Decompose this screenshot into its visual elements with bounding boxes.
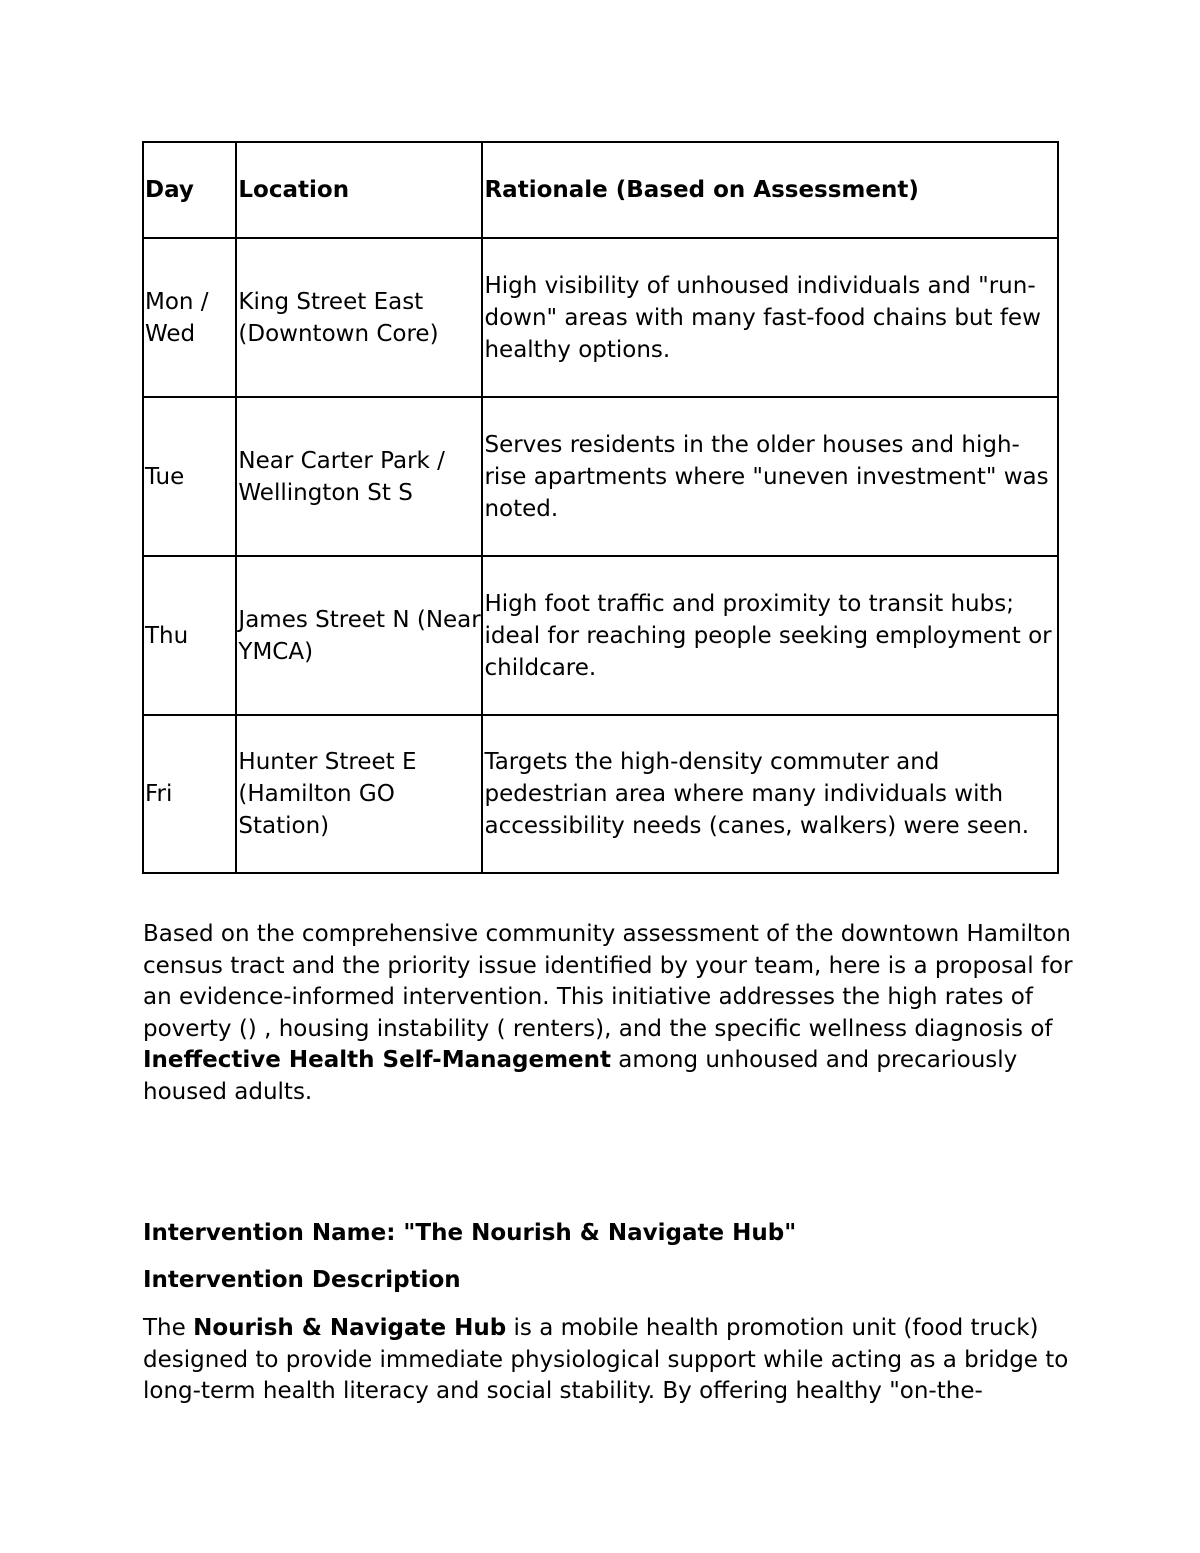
row-rationale: Serves residents in the older houses and high-rise apartments where "uneven investment" was noted. [482, 397, 1058, 556]
description-paragraph [143, 1313, 1073, 1408]
row-day: Fri [143, 715, 236, 873]
table-row [143, 397, 1058, 556]
row-day: Thu [143, 556, 236, 715]
schedule-table [142, 141, 1059, 874]
row-rationale: High visibility of unhoused individuals and "run-down" areas with many fast-food chains but few healthy options. [482, 238, 1058, 397]
row-location: Near Carter Park / Wellington St S [236, 397, 482, 556]
table-row [143, 238, 1058, 397]
intervention-name-heading: Intervention Name: "The Nourish & Navigate Hub" [143, 1220, 797, 1246]
table-header-row [143, 142, 1058, 238]
row-rationale: High foot traffic and proximity to transit hubs; ideal for reaching people seeking employment or childcare. [482, 556, 1058, 715]
row-day: Mon / Wed [143, 238, 236, 397]
row-rationale: Targets the high-density commuter and pedestrian area where many individuals with accessibility needs (canes, walkers) were seen. [482, 715, 1058, 873]
table-row [143, 715, 1058, 873]
intro-diagnosis-bold: Ineffective Health Self-Management [143, 1047, 611, 1074]
row-location: Hunter Street E (Hamilton GO Station) [236, 715, 482, 873]
description-heading: Intervention Description [143, 1267, 461, 1293]
intro-text-end: among unhoused and precariously housed adults. [143, 1047, 1018, 1105]
row-location: King Street East (Downtown Core) [236, 238, 482, 397]
description-text-start: The [143, 1315, 194, 1341]
table-row [143, 556, 1058, 715]
header-location: Location [236, 142, 482, 238]
header-day: Day [143, 142, 236, 238]
description-text: is a mobile health promotion unit (food truck) designed to provide immediate physiological support while acting as a bridge to long-term health literacy and social stability. By offering healthy "on-the- [143, 1315, 1069, 1405]
header-rationale: Rationale (Based on Assessment) [482, 142, 1058, 238]
intro-text: Based on the comprehensive community assessment of the downtown Hamilton census tract and the priority issue identified by your team, here is a proposal for an evidence-informed intervention. This initiative addresses the high rates of poverty () , housing instability ( renters), and the specific wellness diagnosis of [143, 921, 1073, 1042]
description-hub-bold: Nourish & Navigate Hub [193, 1315, 507, 1341]
intro-paragraph [143, 919, 1073, 1109]
row-location: James Street N (Near YMCA) [236, 556, 482, 715]
row-day: Tue [143, 397, 236, 556]
